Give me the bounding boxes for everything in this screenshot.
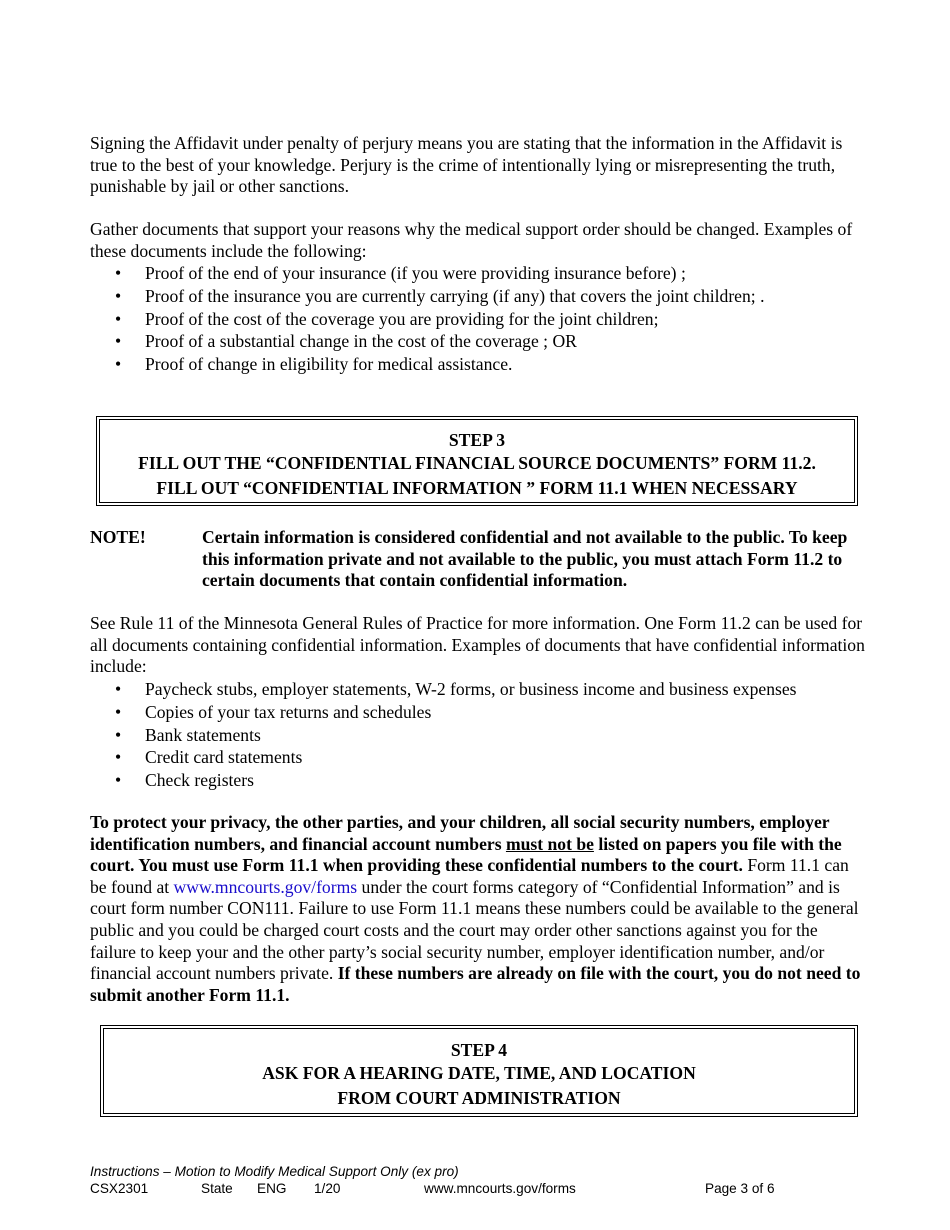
footer-title: Instructions – Motion to Modify Medical Support Only (ex pro) <box>90 1164 459 1179</box>
bullet-icon: • <box>115 263 122 283</box>
step3-box <box>96 416 858 506</box>
supporting-documents-list <box>90 262 865 376</box>
footer-form-code: CSX2301 <box>90 1181 149 1196</box>
must-not-be-emphasis: must not be <box>505 833 594 854</box>
bullet-icon: • <box>115 308 122 329</box>
list-item: • Check registers <box>115 770 254 791</box>
bullet-icon: • <box>115 354 122 375</box>
step4-line2: FROM COURT ADMINISTRATION <box>337 1088 621 1108</box>
mncourts-forms-link[interactable]: www.mncourts.gov/forms <box>173 876 358 897</box>
list-item: • Proof of the insurance you are currently carrying (if any) that covers the joint children; . <box>115 285 765 306</box>
bullet-icon: • <box>115 331 122 352</box>
bullet-icon: • <box>115 747 122 768</box>
footer-date: 1/20 <box>314 1181 341 1196</box>
bullet-icon: • <box>115 679 122 699</box>
bullet-icon: • <box>115 701 122 722</box>
list-item: • Bank statements <box>115 724 261 745</box>
list-item: • Credit card statements <box>115 747 303 768</box>
step3-line2: FILL OUT “CONFIDENTIAL INFORMATION ” FORM 11.1 WHEN NECESSARY <box>156 478 798 498</box>
list-item: • Proof of the end of your insurance (if you were providing insurance before) ; <box>115 263 686 283</box>
bullet-icon: • <box>115 724 122 745</box>
confidential-documents-list <box>90 678 865 792</box>
privacy-paragraph: To protect your privacy, the other parties, and your children, all social security numbers, employer identification numbers, and financial account numbers must not be listed on papers you file with the court. You must use Form 11.1 when providing these confidential numbers to the court. Form 11.1 can be found at www.mncourts.gov/forms under the court forms category of “Confidential Information” and is court form number CON111. Failure to use Form 11.1 means these numbers could be available to the general public and you could be charged court costs and the court may order other sanctions against you for the failure to keep your and the other party’s social security number, employer identification number, and/or financial account numbers private. If these numbers are already on file with the court, you do not need to submit another Form 11.1. <box>90 812 861 1005</box>
list-item: • Proof of the cost of the coverage you are providing for the joint children; <box>115 308 659 329</box>
footer-language: ENG <box>257 1181 287 1196</box>
step4-box <box>100 1025 858 1117</box>
note-text: Certain information is considered confidential and not available to the public. To keep this information private and not available to the public, you must attach Form 11.2 to certain documents that contain confidential information. <box>202 527 848 591</box>
step4-line1: ASK FOR A HEARING DATE, TIME, AND LOCATION <box>262 1063 696 1083</box>
bullet-icon: • <box>115 770 122 791</box>
step3-line1: FILL OUT THE “CONFIDENTIAL FINANCIAL SOURCE DOCUMENTS” FORM 11.2. <box>138 453 816 473</box>
rule11-paragraph: See Rule 11 of the Minnesota General Rules of Practice for more information. One Form 11.2 can be used for all documents containing confidential information. Examples of documents that have confidential information include: <box>90 613 865 677</box>
step4-title: STEP 4 <box>450 1040 508 1060</box>
gather-documents-paragraph: Gather documents that support your reasons why the medical support order should be changed. Examples of these documents include the following: <box>90 219 853 261</box>
list-item: • Paycheck stubs, employer statements, W-2 forms, or business income and business expenses <box>115 679 797 699</box>
footer-page-number: Page 3 of 6 <box>705 1181 775 1196</box>
footer-state: State <box>201 1181 233 1196</box>
step3-title: STEP 3 <box>448 430 506 450</box>
list-item: • Proof of change in eligibility for medical assistance. <box>115 354 513 375</box>
footer-url: www.mncourts.gov/forms <box>424 1181 576 1196</box>
perjury-paragraph: Signing the Affidavit under penalty of perjury means you are stating that the information in the Affidavit is true to the best of your knowledge. Perjury is the crime of intentionally lying or misrepresenting the truth, punishable by jail or other sanctions. <box>90 133 843 197</box>
note-label: NOTE! <box>90 527 146 547</box>
list-item: • Copies of your tax returns and schedules <box>115 701 432 722</box>
bullet-icon: • <box>115 285 122 306</box>
list-item: • Proof of a substantial change in the cost of the coverage ; OR <box>115 331 577 352</box>
